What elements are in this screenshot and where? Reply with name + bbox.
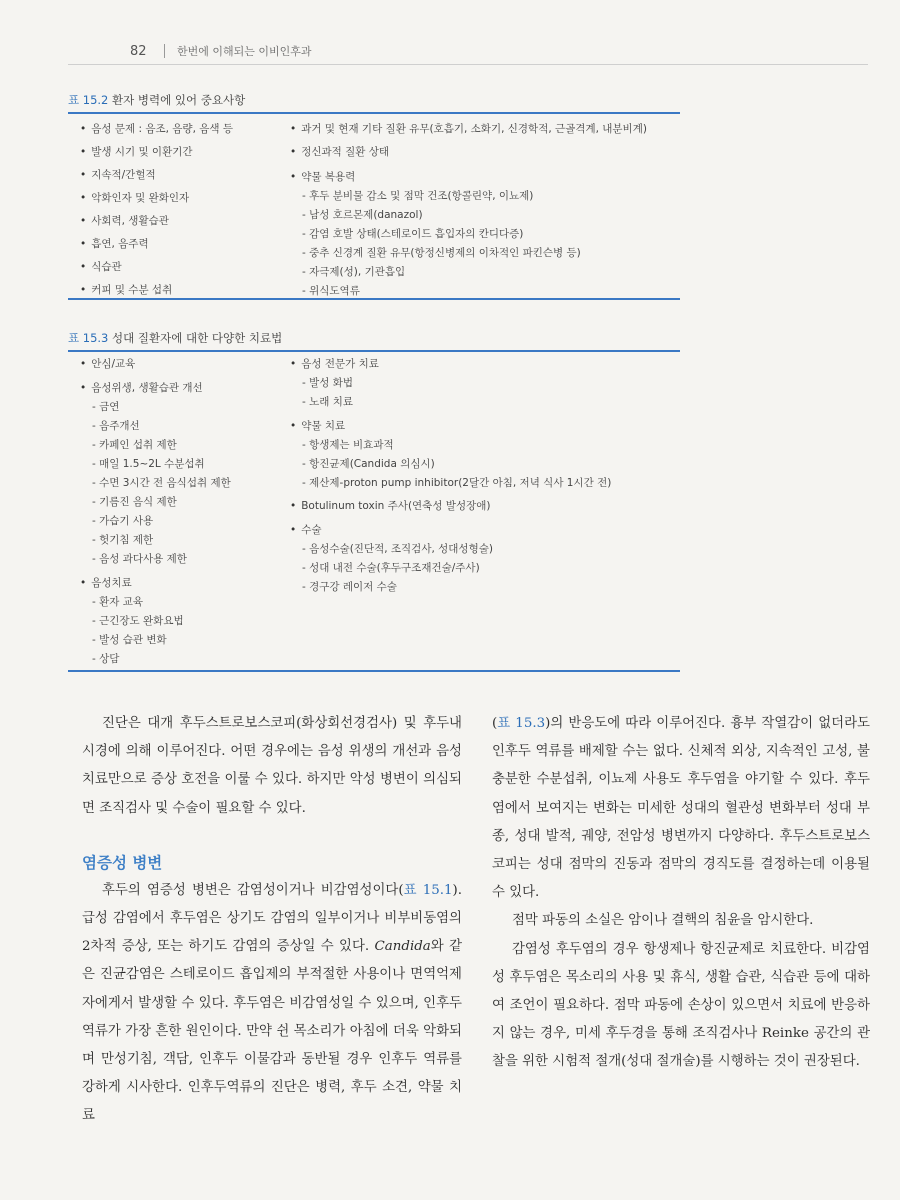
list-subitem: - 중추 신경계 질환 유무(항정신병제의 이차적인 파킨슨병 등) xyxy=(302,247,581,259)
table-left-column xyxy=(80,354,290,669)
list-subitem: - 근긴장도 완화요법 xyxy=(92,615,184,627)
list-subitem: - 가습기 사용 xyxy=(92,515,154,527)
list-subitem: - 수면 3시간 전 음식섭취 제한 xyxy=(92,477,231,489)
table-right-column xyxy=(290,118,680,301)
book-title: 한번에 이해되는 이비인후과 xyxy=(177,45,312,58)
table-caption xyxy=(68,330,680,350)
table-top-rule xyxy=(68,350,680,352)
list-subitem: - 카페인 섭취 제한 xyxy=(92,439,177,451)
list-subitem: - 후두 분비물 감소 및 점막 건조(항콜린약, 이뇨제) xyxy=(302,190,534,202)
list-item: • 음성 문제 : 음조, 음량, 음색 등 xyxy=(80,118,290,141)
table-right-column xyxy=(290,354,680,597)
table-15-3 xyxy=(68,330,680,674)
table-number: 표 15.3 xyxy=(68,331,109,345)
list-subitem: - 경구강 레이저 수술 xyxy=(302,581,397,593)
paragraph-text: 와 같은 진균감염은 스테로이드 흡입제의 부적절한 사용이나 면역억제자에게서 발생할 수 있다. 후두염은 비감염성일 수 있으며, 인후두역류가 가장 흔한 원인이다. 만약 쉰 목소리가 아침에 더욱 악화되며 만성기침, 객담, 인후두 이물감과 동반될 경우 인후두 역류를 강하게 시사한다. 인후두역류의 진단은 병력, 후두 소견, 약물 치료 xyxy=(82,939,462,1124)
list-subitem: - 항진균제(Candida 의심시) xyxy=(302,458,435,470)
italic-term: Candida xyxy=(374,939,431,955)
list-item: • 흡연, 음주력 xyxy=(80,233,290,256)
paragraph-text: )의 반응도에 따라 이루어진다. 흉부 작열감이 없더라도 인후두 역류를 배제할 수는 없다. 신체적 외상, 지속적인 고성, 불충분한 수분섭취, 이뇨제 사용도 후두염을 야기할 수 있다. 후두염에서 보여지는 변화는 미세한 성대의 혈관성 변화부터 성대 부종, 성대 발적, 궤양, 전암성 병변까지 다양하다. 후두스트로보스코피는 성대 점막의 진동과 점막의 경직도를 결정하는데 이용될 수 있다. xyxy=(492,716,870,901)
list-item: • Botulinum toxin 주사(연축성 발성장애) xyxy=(290,495,680,518)
table-top-rule xyxy=(68,112,680,114)
list-subitem: - 음성 과다사용 제한 xyxy=(92,553,187,565)
list-item: • 식습관 xyxy=(80,256,290,279)
list-subitem: - 상담 xyxy=(92,653,120,665)
list-item: • 지속적/간헐적 xyxy=(80,164,290,187)
list-subitem: - 헛기침 제한 xyxy=(92,534,154,546)
paragraph: 진단은 대개 후두스트로보스코피(화상회선경검사) 및 후두내시경에 의해 이루어진다. 어떤 경우에는 음성 위생의 개선과 음성 치료만으로 증상 호전을 이룰 수 있다. 하지만 악성 병변이 의심되면 조직검사 및 수술이 필요할 수 있다. xyxy=(82,716,462,816)
table-15-2 xyxy=(68,92,680,300)
paragraph: 감염성 후두염의 경우 항생제나 항진균제로 치료한다. 비감염성 후두염은 목소리의 사용 및 휴식, 생활 습관, 식습관 등에 대하여 조언이 필요하다. 점막 파동에 손상이 있으면서 치료에 반응하지 않는 경우, 미세 후두경을 통해 조직검사나 Reinke 공간의 관찰을 위한 시험적 절개(성대 절개술)를 시행하는 것이 권장된다. xyxy=(492,941,870,1070)
list-subitem: - 제산제-proton pump inhibitor(2달간 아침, 저녁 식사 1시간 전) xyxy=(302,477,612,489)
running-header xyxy=(130,40,312,62)
list-subitem: - 환자 교육 xyxy=(92,596,144,608)
table-reference-link[interactable]: 표 15.3 xyxy=(497,716,546,731)
list-item: • 안심/교육 xyxy=(80,354,290,374)
table-reference-link[interactable]: 표 15.1 xyxy=(403,882,453,898)
list-item: • 약물 복용력 xyxy=(290,167,680,187)
list-item: • 음성위생, 생활습관 개선 xyxy=(80,378,290,398)
right-text-column xyxy=(492,710,870,1077)
paragraph: (표 15.3)의 반응도에 따라 이루어진다. 흉부 작열감이 없더라도 인후두 역류를 배제할 수는 없다. 신체적 외상, 지속적인 고성, 불충분한 수분섭취, 이뇨제 사용도 후두염을 야기할 수 있다. 후두염에서 보여지는 변화는 미세한 성대의 혈관성 변화부터 성대 부종, 성대 발적, 궤양, 전암성 병변까지 다양하다. 후두스트로보스코피는 성대 점막의 진동과 점막의 경직도를 결정하는데 이용될 수 있다. xyxy=(492,716,870,901)
list-subitem: - 항생제는 비효과적 xyxy=(302,439,394,451)
table-number: 표 15.2 xyxy=(68,93,109,107)
paragraph-text: ). 급성 감염에서 후두염은 상기도 감염의 일부이거나 비부비동염의 2차적 증상, 또는 하기도 감염의 증상일 수 있다. xyxy=(82,882,462,955)
list-item: • 음성 전문가 치료 xyxy=(290,354,680,374)
list-subitem: - 발성 습관 변화 xyxy=(92,634,167,646)
table-bottom-rule xyxy=(68,670,680,672)
paragraph xyxy=(82,877,462,1131)
list-item: • 악화인자 및 완화인자 xyxy=(80,187,290,210)
list-item: • 사회력, 생활습관 xyxy=(80,210,290,233)
table-title: 성대 질환자에 대한 다양한 치료법 xyxy=(112,331,283,345)
paragraph: 점막 파동의 소실은 암이나 결핵의 침윤을 암시한다. xyxy=(512,913,814,929)
table-left-column xyxy=(80,118,290,302)
list-subitem: - 남성 호르몬제(danazol) xyxy=(302,209,423,221)
list-subitem: - 기름진 음식 제한 xyxy=(92,496,177,508)
table-title: 환자 병력에 있어 중요사항 xyxy=(112,93,246,107)
section-heading: 염증성 병변 xyxy=(82,853,163,872)
list-subitem: - 매일 1.5~2L 수분섭취 xyxy=(92,458,205,470)
list-subitem: - 노래 치료 xyxy=(302,396,354,408)
list-item: • 음성치료 xyxy=(80,573,290,593)
list-item: • 커피 및 수분 섭취 xyxy=(80,279,290,302)
list-subitem: - 자극제(성), 기관흡입 xyxy=(302,266,406,278)
paragraph-text: 후두의 염증성 병변은 감염성이거나 비감염성이다( xyxy=(102,882,404,898)
list-subitem: - 음성수술(진단적, 조직검사, 성대성형술) xyxy=(302,543,493,555)
header-rule xyxy=(68,64,868,65)
list-subitem: - 감염 호발 상태(스테로이드 흡입자의 칸디다증) xyxy=(302,228,524,240)
page-number: 82 xyxy=(130,43,147,59)
list-item: • 발생 시기 및 이환기간 xyxy=(80,141,290,164)
list-subitem: - 금연 xyxy=(92,401,120,413)
list-item: • 과거 및 현재 기타 질환 유무(호흡기, 소화기, 신경학적, 근골격계, 내분비계) xyxy=(290,118,680,141)
list-subitem: - 음주개선 xyxy=(92,420,140,432)
list-subitem: - 발성 화법 xyxy=(302,377,354,389)
list-item: • 수술 xyxy=(290,520,680,540)
left-text-column xyxy=(82,710,462,1131)
table-caption xyxy=(68,92,680,112)
table-bottom-rule xyxy=(68,298,680,300)
list-item: • 약물 치료 xyxy=(290,416,680,436)
list-subitem: - 위식도역류 xyxy=(302,285,360,297)
header-divider xyxy=(164,44,165,58)
list-subitem: - 성대 내전 수술(후두구조재건술/주사) xyxy=(302,562,480,574)
list-item: • 정신과적 질환 상태 xyxy=(290,141,680,164)
